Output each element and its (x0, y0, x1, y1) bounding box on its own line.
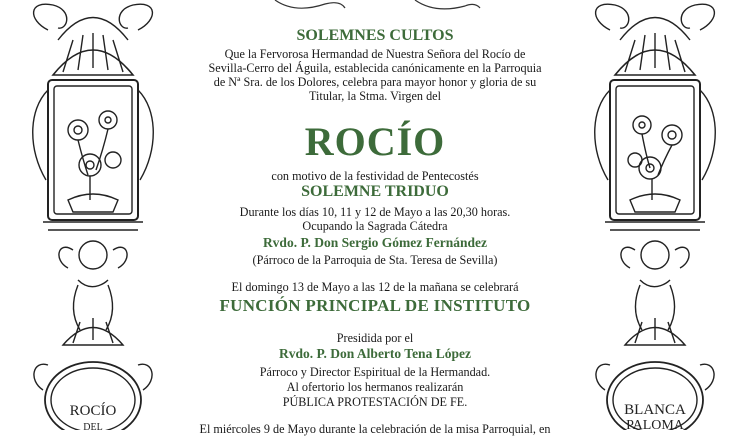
festivity-line: con motivo de la festividad de Pentecostés (271, 169, 479, 183)
intro-line-1: Que la Fervorosa Hermandad de Nuestra Señora del Rocío de (224, 47, 526, 61)
catedra-line: Ocupando la Sagrada Cátedra (302, 219, 448, 233)
sunday-line: El domingo 13 de Mayo a las 12 de la mañana se celebrará (231, 280, 519, 294)
intro-line-2: Sevilla-Cerro del Águila, establecida canónicamente en la Parroquia (208, 61, 542, 75)
triduo-title: SOLEMNE TRIDUO (301, 183, 449, 200)
left-ornament-column (18, 0, 168, 430)
left-cartouche-text: ROCÍO (69, 403, 117, 419)
intro-line-4: Titular, la Stma. Virgen del (309, 89, 441, 103)
preacher-name: Rvdo. P. Don Sergio Gómez Fernández (262, 235, 488, 250)
president-name: Rvdo. P. Don Alberto Tena López (279, 346, 471, 361)
president-role: Párroco y Director Espiritual de la Hermandad. (259, 365, 491, 379)
left-ornament-illustration (18, 0, 168, 430)
left-cartouche-subtext: DEL (83, 422, 103, 430)
preacher-role: (Párroco de la Parroquia de Sta. Teresa de Sevilla) (252, 253, 498, 267)
right-cartouche-text: BLANCA (624, 402, 686, 418)
intro-line-3: de Nª Sra. de los Dolores, celebra para mayor honor y gloria de su (213, 75, 537, 89)
triduo-dates: Durante los días 10, 11 y 12 de Mayo a las 20,30 horas. (239, 205, 511, 219)
invitation-text-block (170, 0, 580, 436)
right-ornament-column (580, 0, 730, 430)
heading: SOLEMNES CULTOS (296, 27, 454, 44)
funcion-title: FUNCIÓN PRINCIPAL DE INSTITUTO (219, 296, 531, 315)
right-ornament-illustration (580, 0, 730, 430)
presided-line: Presidida por el (336, 331, 414, 345)
offertory-line: Al ofertorio los hermanos realizarán (286, 380, 464, 394)
bottom-partial-line: El miércoles 9 de Mayo durante la celebración de la misa Parroquial, en (199, 422, 551, 436)
main-title: ROCÍO (304, 119, 446, 164)
protestation-line: PÚBLICA PROTESTACIÓN DE FE. (282, 395, 468, 409)
right-cartouche-subtext: PALOMA (626, 418, 684, 430)
